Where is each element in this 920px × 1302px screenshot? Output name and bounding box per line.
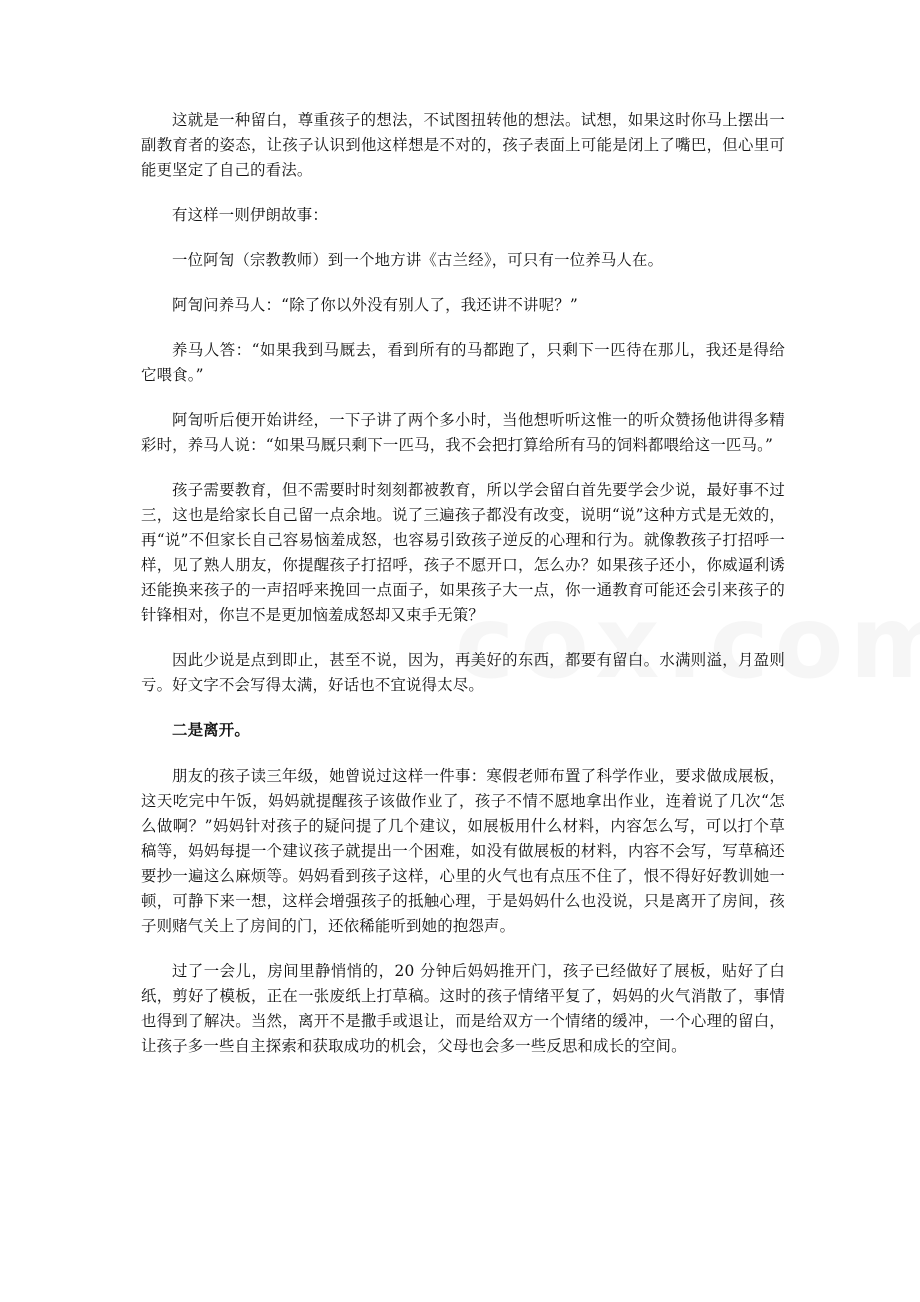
paragraph-5: 养马人答：“如果我到马厩去，看到所有的马都跑了，只剩下一匹待在那儿，我还是得给它喂食。” — [141, 341, 785, 384]
paragraph-6: 阿訇听后便开始讲经，一下子讲了两个多小时，当他想听听这惟一的听众赞扬他讲得多精彩时，养马人说：“如果马厩只剩下一匹马，我不会把打算给所有马的饲料都喂给这一匹马。” — [141, 411, 785, 454]
paragraph-9: 朋友的孩子读三年级，她曾说过这样一件事：寒假老师布置了科学作业，要求做成展板，这天吃完中午饭，妈妈就提醒孩子该做作业了，孩子不情不愿地拿出作业，连着说了几次“怎么做啊？”妈妈针对孩子的疑问提了几个建议，如展板用什么材料，内容怎么写，可以打个草稿等，妈妈每提一个建议孩子就提出一个困难，如没有做展板的材料，内容不会写，写草稿还要抄一遍这么麻烦等。妈妈看到孩子这样，心里的火气也有点压不住了，恨不得好好教训她一顿，可静下来一想，这样会增强孩子的抵触心理，于是妈妈什么也没说，只是离开了房间，孩子则赌气关上了房间的门，还依稀能听到她的抱怨声。 — [141, 767, 785, 935]
section-heading: 二是离开。 — [172, 721, 250, 739]
paragraph-1: 这就是一种留白，尊重孩子的想法，不试图扭转他的想法。试想，如果这时你马上摆出一副教育者的姿态，让孩子认识到他这样想是不对的，孩子表面上可能是闭上了嘴巴，但心里可能更坚定了自己的看法。 — [141, 111, 785, 179]
paragraph-2: 有这样一则伊朗故事： — [172, 206, 328, 224]
paragraph-4: 阿訇问养马人：“除了你以外没有别人了，我还讲不讲呢？” — [172, 296, 578, 314]
paragraph-3: 一位阿訇（宗教教师）到一个地方讲《古兰经》，可只有一位养马人在。 — [172, 251, 664, 269]
document-body — [141, 108, 785, 1079]
paragraph-8: 因此少说是点到即止，甚至不说，因为，再美好的东西，都要有留白。水满则溢，月盈则亏。好文字不会写得太满，好话也不宜说得太尽。 — [141, 651, 785, 694]
paragraph-10: 过了一会儿，房间里静悄悄的，20 分钟后妈妈推开门，孩子已经做好了展板，贴好了白纸，剪好了模板，正在一张废纸上打草稿。这时的孩子情绪平复了，妈妈的火气消散了，事情也得到了解决。当然，离开不是撒手或退让，而是给双方一个情绪的缓冲，一个心理的留白，让孩子多一些自主探索和获取成功的机会，父母也会多一些反思和成长的空间。 — [141, 962, 785, 1055]
paragraph-7: 孩子需要教育，但不需要时时刻刻都被教育，所以学会留白首先要学会少说，最好事不过三，这也是给家长自己留一点余地。说了三遍孩子都没有改变，说明“说”这种方式是无效的，再“说”不但家长自己容易恼羞成怒，也容易引致孩子逆反的心理和行为。就像教孩子打招呼一样，见了熟人朋友，你提醒孩子打招呼，孩子不愿开口，怎么办？如果孩子还小，你威逼利诱还能换来孩子的一声招呼来挽回一点面子，如果孩子大一点，你一通教育可能还会引来孩子的针锋相对，你岂不是更加恼羞成怒却又束手无策？ — [141, 481, 785, 624]
